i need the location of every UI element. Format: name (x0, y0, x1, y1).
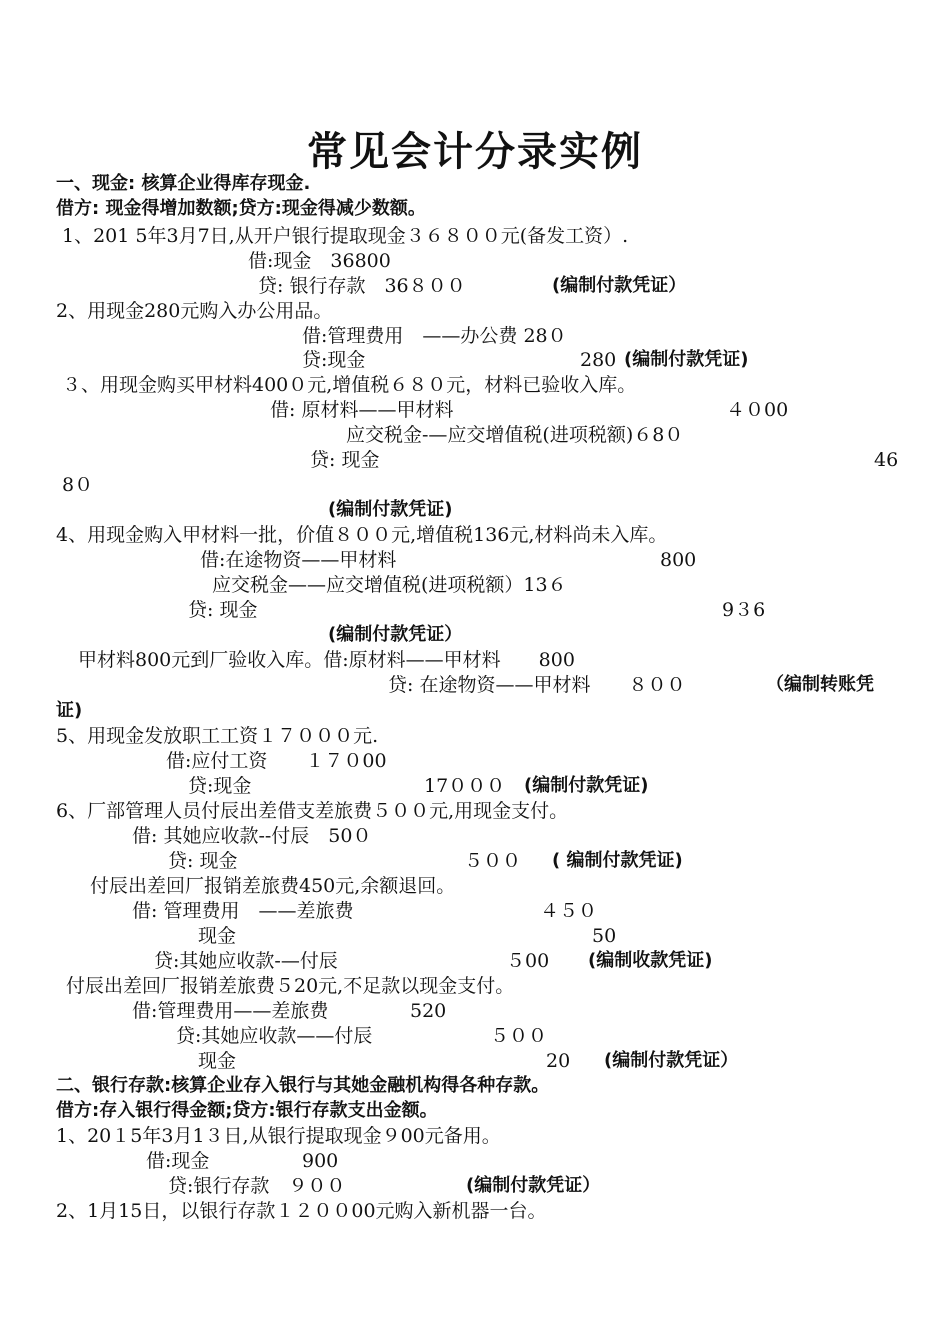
text-line: 17０００ (424, 775, 506, 797)
text-line: 46 (874, 449, 899, 471)
text-line: 20 (546, 1050, 571, 1072)
text-line: 贷:现金 (188, 775, 252, 797)
heading-line: (编制收款凭证) (588, 950, 713, 971)
page-title: 常见会计分录实例 (307, 129, 643, 175)
text-line: ３、用现金购买甲材料400０元,增值税６８０元，材料已验收入库。 (62, 374, 637, 396)
text-line: 9３6 (722, 599, 766, 621)
text-line: 借:应付工资 １７０00 (166, 750, 387, 772)
text-line: 应交税金-—应交增值税(进项税额)６8０ (346, 424, 684, 446)
text-line: 900 (302, 1150, 339, 1172)
text-line: 借:现金 36800 (248, 250, 391, 272)
text-line: 现金 (198, 1050, 237, 1072)
heading-line: 二、银行存款:核算企业存入银行与其她金融机构得各种存款。 (56, 1075, 550, 1096)
text-line: ５00 (506, 950, 550, 972)
text-line: 借:在途物资——甲材料 (200, 549, 397, 571)
heading-line: （编制转账凭 (766, 674, 874, 695)
text-line: 借:管理费用 ——办公费 28０ (302, 325, 567, 347)
heading-line: (编制付款凭证) (328, 499, 453, 520)
text-line: 6、厂部管理人员付辰出差借支差旅费５００元,用现金支付。 (56, 800, 569, 822)
text-line: ４５０ (540, 900, 598, 922)
text-line: 付辰出差回厂报销差旅费５20元,不足款以现金支付。 (66, 975, 515, 997)
heading-line: 借方: 现金得增加数额;贷方:现金得减少数额。 (56, 198, 426, 219)
heading-line: 借方:存入银行得金额;贷方:银行存款支出金额。 (56, 1100, 438, 1121)
text-line: 贷:银行存款 ９００ (168, 1175, 346, 1197)
text-line: 2、1月15日，以银行存款１２００00元购入新机器一台。 (56, 1200, 547, 1222)
text-line: 借: 其她应收款--付辰 50０ (132, 825, 372, 847)
heading-line: 一、现金: 核算企业得库存现金. (56, 173, 311, 194)
text-line: ５００ (464, 850, 522, 872)
text-line: 1、201 5年3月7日,从开户银行提取现金３６８００元(备发工资）. (62, 225, 629, 247)
text-line: 贷: 银行存款 36８００ (258, 275, 466, 297)
text-line: 借:现金 (146, 1150, 210, 1172)
text-line: ５００ (490, 1025, 548, 1047)
text-line: ４０00 (726, 399, 789, 421)
text-line: 现金 (198, 925, 237, 947)
text-line: 付辰出差回厂报销差旅费450元,余额退回。 (90, 875, 456, 897)
text-line: 1、20１5年3月1３日,从银行提取现金９00元备用。 (56, 1125, 501, 1147)
text-line: 贷: 在途物资——甲材料 ８００ (388, 674, 686, 696)
text-line: 贷:其她应收款——付辰 (176, 1025, 373, 1047)
text-line: 50 (592, 925, 617, 947)
heading-line: ( 编制付款凭证) (552, 850, 683, 871)
text-line: 贷:现金 (302, 349, 366, 371)
heading-line: (编制付款凭证) (524, 775, 649, 796)
text-line: 5、用现金发放职工工资１７０００元. (56, 725, 379, 747)
text-line: 280 (580, 349, 617, 371)
text-line: 520 (410, 1000, 447, 1022)
text-line: 贷: 现金 (168, 850, 238, 872)
text-line: 贷:其她应收款-—付辰 (154, 950, 338, 972)
heading-line: (编制付款凭证） (466, 1175, 601, 1196)
text-line: 借:管理费用——差旅费 (132, 1000, 329, 1022)
text-line: 4、用现金购入甲材料一批，价值８００元,增值税136元,材料尚未入库。 (56, 524, 668, 546)
text-line: 8０ (62, 474, 94, 496)
text-line: 应交税金——应交增值税(进项税额）13６ (212, 574, 567, 596)
text-line: 甲材料800元到厂验收入库。借:原材料——甲材料 800 (78, 649, 575, 671)
heading-line: 证) (56, 700, 83, 721)
text-line: 贷: 现金 (188, 599, 258, 621)
text-line: 贷: 现金 (310, 449, 380, 471)
heading-line: (编制付款凭证） (604, 1050, 739, 1071)
text-line: 借: 管理费用 ——差旅费 (132, 900, 354, 922)
heading-line: (编制付款凭证） (552, 275, 687, 296)
text-line: 800 (660, 549, 697, 571)
text-line: 借: 原材料——甲材料 (270, 399, 454, 421)
heading-line: (编制付款凭证） (328, 624, 463, 645)
text-line: 2、用现金280元购入办公用品。 (56, 300, 333, 322)
heading-line: (编制付款凭证) (624, 349, 749, 370)
